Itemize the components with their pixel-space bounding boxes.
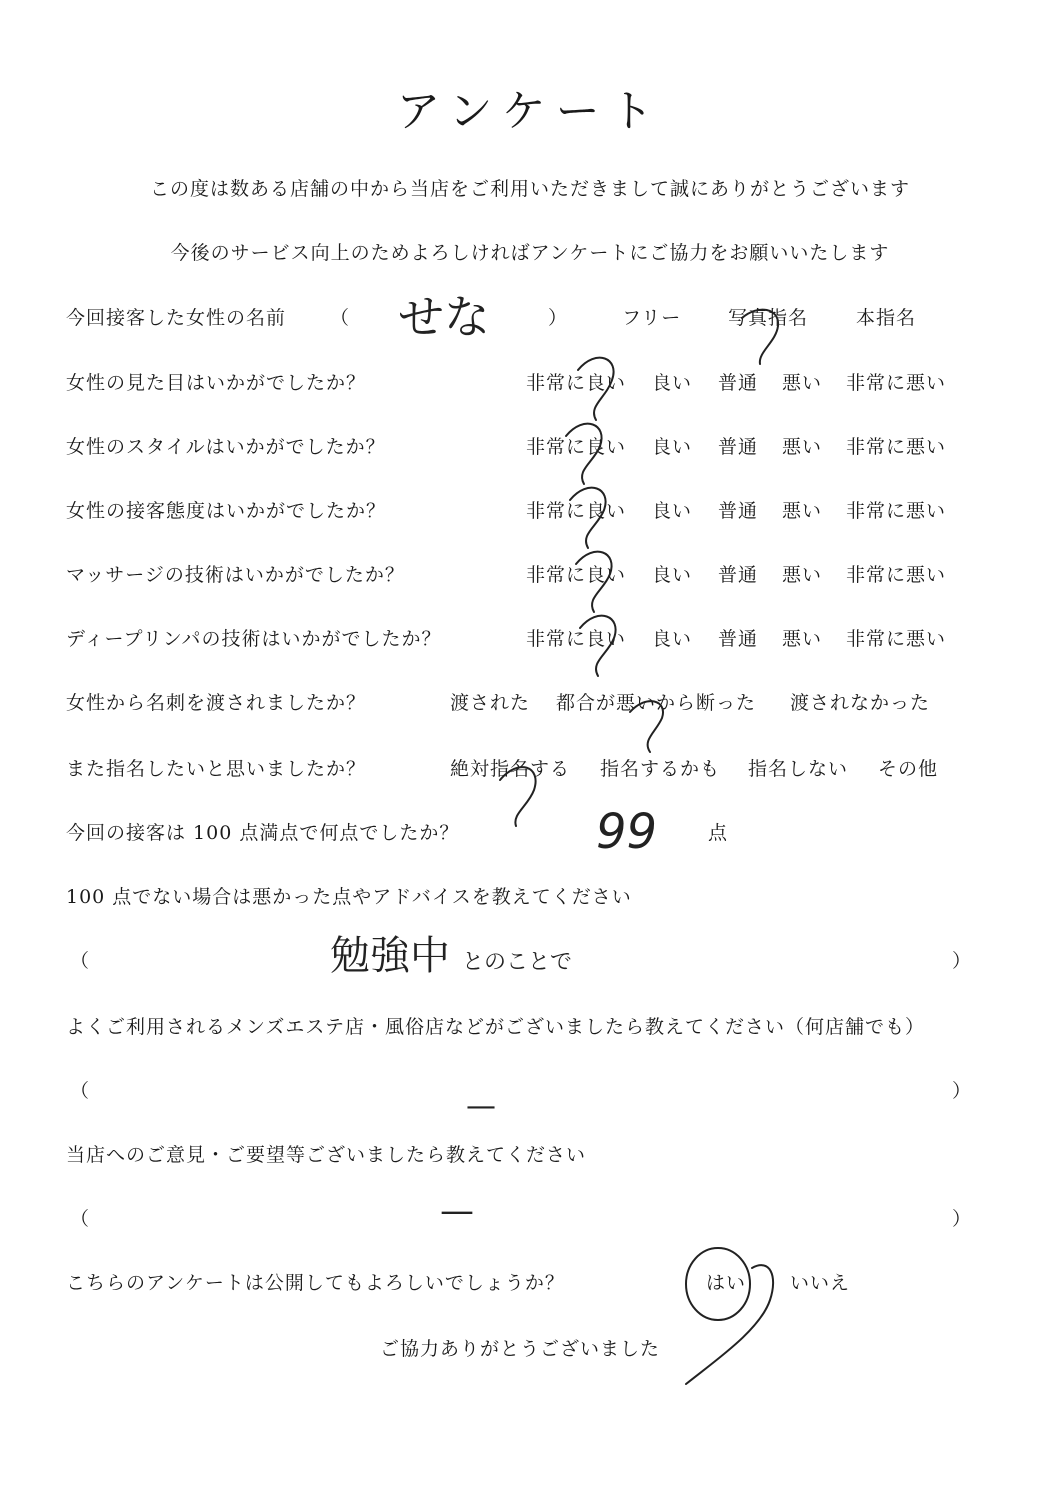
option-bad[interactable]: 悪い bbox=[782, 372, 823, 394]
option-very-bad[interactable]: 非常に悪い bbox=[846, 500, 947, 522]
business-card-option-declined[interactable]: 都合が悪いから断った bbox=[556, 692, 757, 714]
option-very-good[interactable]: 非常に良い bbox=[526, 500, 627, 522]
staff-option-main[interactable]: 本指名 bbox=[856, 307, 917, 329]
option-normal[interactable]: 普通 bbox=[718, 564, 759, 586]
option-very-bad[interactable]: 非常に悪い bbox=[846, 436, 947, 458]
option-very-bad[interactable]: 非常に悪い bbox=[846, 564, 947, 586]
other-shops-label: よくご利用されるメンズエステ店・風俗店などがございましたら教えてください（何店舗でも） bbox=[66, 1016, 926, 1038]
option-normal[interactable]: 普通 bbox=[718, 436, 759, 458]
staff-option-photo[interactable]: 写真指名 bbox=[728, 307, 809, 329]
advice-answer-main[interactable]: 勉強中 bbox=[330, 933, 450, 979]
score-answer[interactable]: 99 bbox=[596, 804, 658, 860]
option-very-bad[interactable]: 非常に悪い bbox=[846, 628, 947, 650]
business-card-option-not-received[interactable]: 渡されなかった bbox=[790, 692, 931, 714]
option-good[interactable]: 良い bbox=[652, 628, 693, 650]
option-bad[interactable]: 悪い bbox=[782, 436, 823, 458]
option-normal[interactable]: 普通 bbox=[718, 372, 759, 394]
other-shops-close-paren: ） bbox=[952, 1080, 973, 1102]
staff-option-free[interactable]: フリー bbox=[622, 307, 682, 329]
intro-line-2: 今後のサービス向上のためよろしければアンケートにご協力をお願いいたします bbox=[170, 242, 890, 264]
option-very-good[interactable]: 非常に良い bbox=[526, 372, 627, 394]
advice-answer-sub[interactable]: とのことで bbox=[462, 950, 573, 975]
option-very-good[interactable]: 非常に良い bbox=[526, 436, 627, 458]
option-good[interactable]: 良い bbox=[652, 372, 693, 394]
question-label: マッサージの技術はいかがでしたか？ bbox=[66, 564, 405, 586]
opinion-open-paren: （ bbox=[70, 1208, 91, 1230]
repeat-option-no[interactable]: 指名しない bbox=[748, 758, 849, 780]
option-normal[interactable]: 普通 bbox=[718, 628, 759, 650]
option-good[interactable]: 良い bbox=[652, 564, 693, 586]
option-very-good[interactable]: 非常に良い bbox=[526, 564, 627, 586]
option-bad[interactable]: 悪い bbox=[782, 500, 823, 522]
business-card-option-received[interactable]: 渡された bbox=[450, 692, 531, 714]
option-good[interactable]: 良い bbox=[652, 436, 693, 458]
advice-close-paren: ） bbox=[952, 950, 973, 972]
staff-open-paren: （ bbox=[330, 307, 351, 329]
advice-open-paren: （ bbox=[70, 950, 91, 972]
other-shops-answer[interactable]: — bbox=[466, 1089, 496, 1124]
option-very-good[interactable]: 非常に良い bbox=[526, 628, 627, 650]
score-label: 今回の接客は 100 点満点で何点でしたか？ bbox=[66, 822, 460, 844]
closing-message: ご協力ありがとうございました bbox=[380, 1338, 661, 1360]
intro-line-1: この度は数ある店舗の中から当店をご利用いただきまして誠にありがとうございます bbox=[149, 178, 910, 200]
option-very-bad[interactable]: 非常に悪い bbox=[846, 372, 947, 394]
advice-label: 100 点でない場合は悪かった点やアドバイスを教えてください bbox=[66, 886, 632, 908]
other-shops-open-paren: （ bbox=[70, 1080, 91, 1102]
staff-name-label: 今回接客した女性の名前 bbox=[66, 307, 287, 329]
opinion-close-paren: ） bbox=[952, 1208, 973, 1230]
business-card-label: 女性から名刺を渡されましたか？ bbox=[66, 692, 367, 714]
staff-close-paren: ） bbox=[548, 307, 569, 329]
repeat-option-definitely[interactable]: 絶対指名する bbox=[450, 758, 571, 780]
publish-option-yes[interactable]: はい bbox=[706, 1272, 747, 1294]
publish-label: こちらのアンケートは公開してもよろしいでしょうか？ bbox=[66, 1272, 565, 1294]
repeat-option-other[interactable]: その他 bbox=[878, 758, 939, 780]
opinion-answer[interactable]: — bbox=[440, 1191, 468, 1231]
repeat-label: また指名したいと思いましたか？ bbox=[66, 758, 367, 780]
question-label: 女性の見た目はいかがでしたか？ bbox=[66, 372, 367, 394]
question-label: 女性の接客態度はいかがでしたか？ bbox=[66, 500, 387, 522]
option-bad[interactable]: 悪い bbox=[782, 564, 823, 586]
repeat-option-maybe[interactable]: 指名するかも bbox=[600, 758, 721, 780]
option-bad[interactable]: 悪い bbox=[782, 628, 823, 650]
option-normal[interactable]: 普通 bbox=[718, 500, 759, 522]
question-label: 女性のスタイルはいかがでしたか？ bbox=[66, 436, 386, 458]
page-title: アンケート bbox=[396, 86, 664, 137]
score-unit: 点 bbox=[708, 822, 729, 844]
publish-option-no[interactable]: いいえ bbox=[790, 1272, 851, 1294]
opinion-label: 当店へのご意見・ご要望等ございましたら教えてください bbox=[66, 1144, 587, 1166]
question-label: ディープリンパの技術はいかがでしたか？ bbox=[66, 628, 442, 650]
option-good[interactable]: 良い bbox=[652, 500, 693, 522]
staff-name-answer[interactable]: せな bbox=[398, 290, 490, 344]
